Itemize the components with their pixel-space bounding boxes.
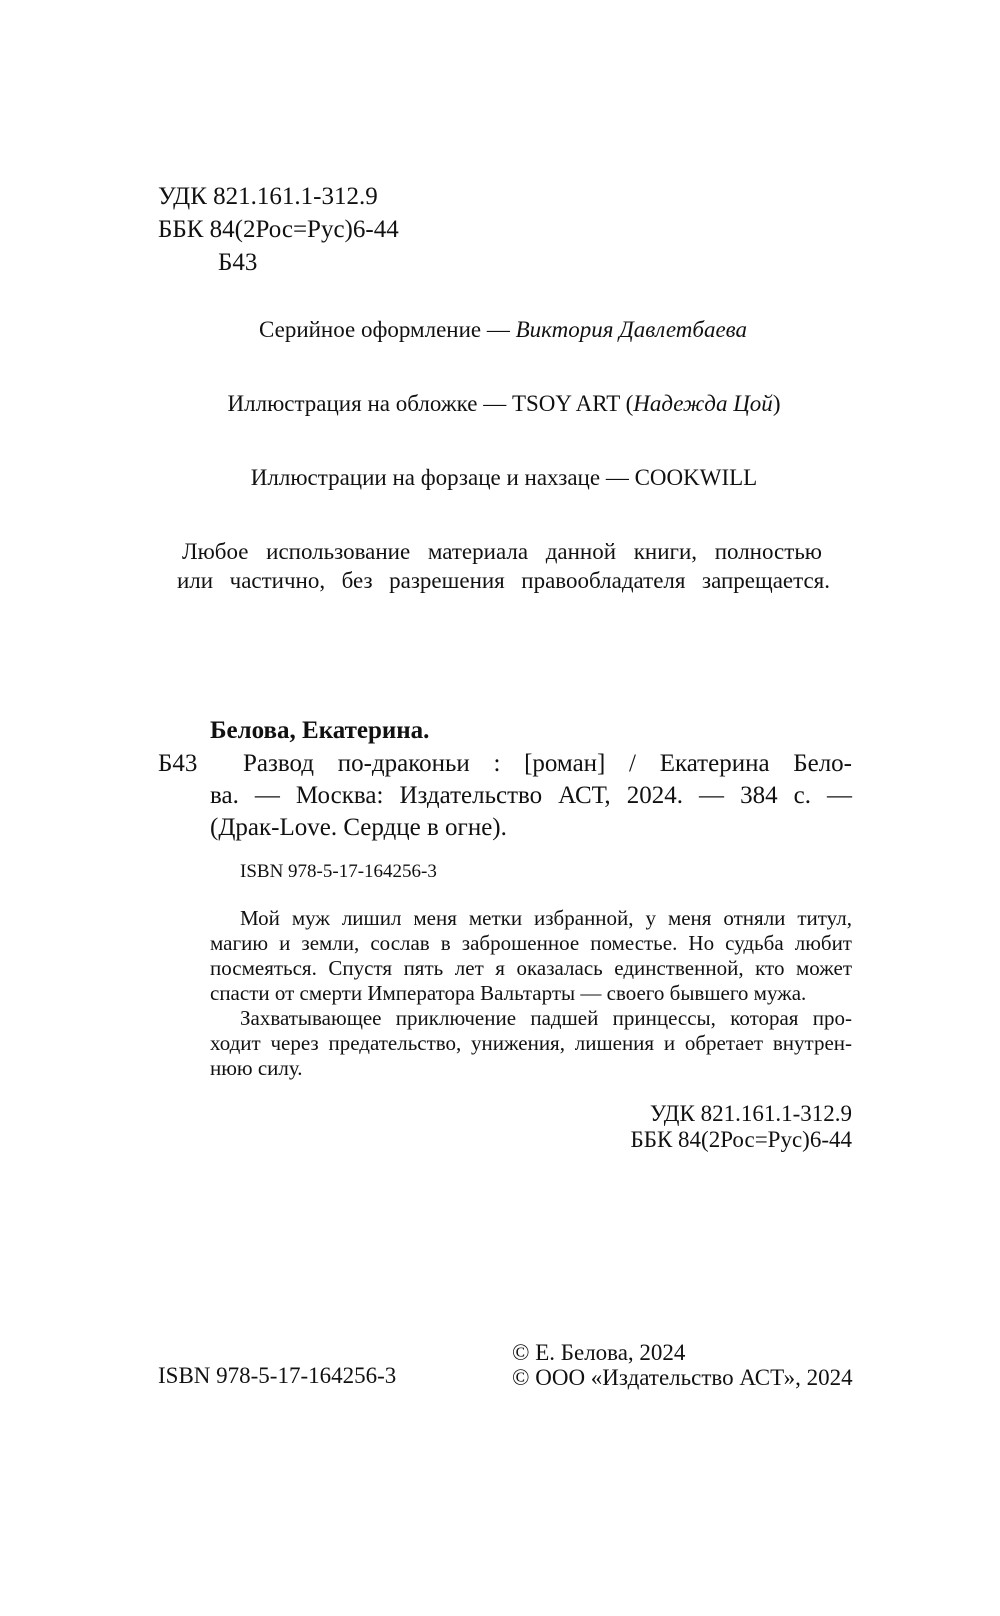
cover-label: Иллюстрация на обложке — TSOY ART (	[227, 391, 634, 416]
annotation-line: спасти от смерти Императора Вальтарты — своего бывшего мужа.	[210, 981, 807, 1005]
copyright-publisher: © ООО «Издательство АСТ», 2024	[512, 1365, 853, 1390]
cover-artist-name: Надежда Цой	[633, 391, 773, 416]
series-design-label: Серийное оформление —	[258, 317, 516, 342]
catalog-line: ва. — Москва: Издательство АСТ, 2024. — 384 с. —	[210, 782, 852, 809]
endpaper-illustration-credit: Иллюстрации на форзаце и нахзаце — COOKWILL	[250, 465, 758, 490]
catalog-author: Белова, Екатерина.	[210, 717, 430, 744]
copyright-notice-line: или частично, без разрешения правообладателя запрещается.	[177, 568, 830, 593]
copyright-notice-line: Любое использование материала данной книги, полностью	[182, 539, 822, 564]
catalog-isbn: ISBN 978-5-17-164256-3	[240, 861, 437, 882]
annotation-line: магию и земли, сослав в заброшенное поместье. Но судьба любит	[210, 931, 852, 955]
catalog-code: Б43	[158, 750, 198, 777]
series-design-name: Виктория Давлетбаева	[515, 317, 748, 342]
annotation-line: ходит через предательство, унижения, лишения и обретает внутрен-	[210, 1031, 852, 1055]
copyright-author: © Е. Белова, 2024	[512, 1340, 686, 1365]
udk-code: УДК 821.161.1-312.9	[158, 183, 378, 210]
author-mark: Б43	[218, 249, 258, 276]
catalog-bbk: ББК 84(2Рос=Рус)6-44	[630, 1127, 852, 1152]
catalog-line: (Драк-Love. Сердце в огне).	[210, 814, 507, 841]
catalog-udk: УДК 821.161.1-312.9	[649, 1101, 852, 1126]
cover-illustration-credit	[0, 392, 1000, 415]
cover-close: )	[772, 391, 781, 416]
series-design-credit	[0, 318, 1000, 341]
annotation-line: нюю силу.	[210, 1056, 303, 1080]
annotation-line: Захватывающее приключение падшей принцессы, которая про-	[240, 1006, 852, 1030]
annotation-line: посмеяться. Спустя пять лет я оказалась единственной, кто может	[210, 956, 852, 980]
catalog-line: Развод по-драконьи : [роман] / Екатерина Бело-	[243, 750, 852, 777]
annotation-line: Мой муж лишил меня метки избранной, у меня отняли титул,	[240, 906, 852, 930]
bbk-code: ББК 84(2Рос=Рус)6-44	[158, 216, 399, 243]
footer-isbn: ISBN 978-5-17-164256-3	[158, 1363, 397, 1388]
